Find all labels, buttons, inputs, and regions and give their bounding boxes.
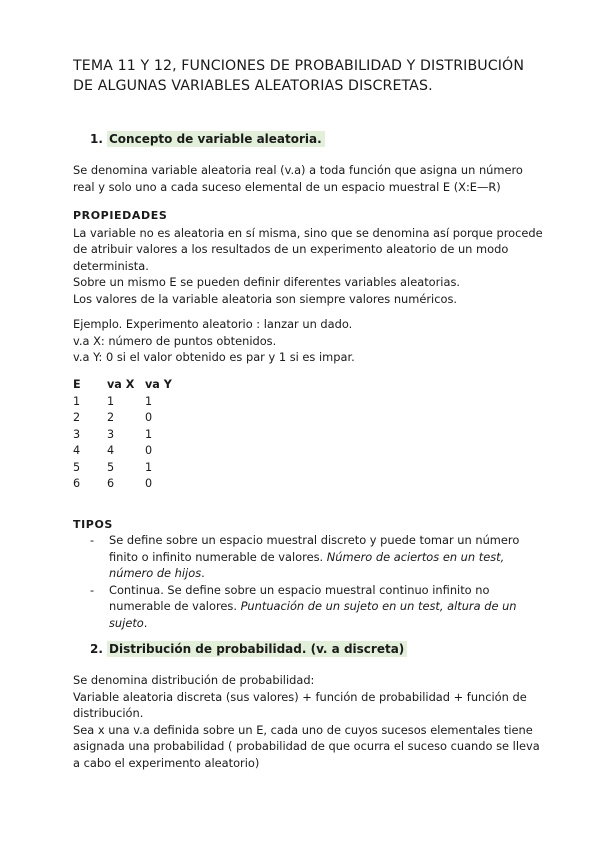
section-2-title: Distribución de probabilidad. (v. a discreta) <box>107 641 407 657</box>
table-cell: 6 <box>73 477 81 490</box>
table-cell: 0 <box>145 477 153 490</box>
list-item-text: Se define sobre un espacio muestral discreto y puede tomar un número finito o infinito numerable de valores. <box>109 533 520 564</box>
distribucion-line: Se denomina distribución de probabilidad: <box>73 673 315 687</box>
ejemplo-line: Ejemplo. Experimento aleatorio : lanzar un dado. <box>73 317 353 331</box>
section-1-title: Concepto de variable aleatoria. <box>107 131 325 147</box>
ejemplo-line: v.a X: número de puntos obtenidos. <box>73 333 277 348</box>
table-cell: 1 <box>145 460 153 474</box>
section-1-heading <box>90 132 325 146</box>
table-header-row <box>73 377 172 394</box>
list-item <box>73 582 543 632</box>
propiedad-line: Los valores de la variable aleatoria son siempre valores numéricos. <box>73 291 457 306</box>
table-cell: 1 <box>107 394 115 408</box>
table-header-cell: va X <box>107 378 135 391</box>
table-cell: 2 <box>73 411 81 424</box>
table-cell: 1 <box>145 427 153 441</box>
tipos-list <box>73 532 543 631</box>
propiedad-line: La variable no es aleatoria en sí misma, sino que se denomina así porque procede de atribuir valores a los resultados de un experimento aleatorio de un modo determinista. <box>73 225 543 273</box>
table-cell: 4 <box>73 444 81 457</box>
list-dash: - <box>90 533 95 547</box>
table-row <box>73 460 172 477</box>
list-item-example: Puntuación de un sujeto en un test, altura de un sujeto <box>109 599 517 630</box>
list-item-text-wrap <box>109 532 543 582</box>
list-item-text: Continua. Se define sobre un espacio muestral continuo infinito no numerable de valores. <box>109 582 490 613</box>
section-2-heading <box>90 642 407 656</box>
propiedades-block <box>73 208 543 307</box>
table-row <box>73 427 172 444</box>
section-2-number: 2. <box>90 642 103 656</box>
list-item-example: Número de aciertos en un test, número de hijos <box>109 549 505 580</box>
ejemplo-line: v.a Y: 0 si el valor obtenido es par y 1 si es impar. <box>73 350 355 364</box>
list-item <box>73 532 543 582</box>
list-item-end: . <box>143 615 148 630</box>
table-row <box>73 394 172 411</box>
distribucion-line: Sea x una v.a definida sobre un E, cada uno de cuyos sucesos elementales tiene asignada una probabilidad ( probabilidad de que ocurra el suceso cuando se lleva a cabo el experimento aleatorio) <box>73 722 540 770</box>
tipos-heading: TIPOS <box>73 518 113 531</box>
table-cell: 4 <box>107 444 115 457</box>
table-cell: 3 <box>107 427 115 441</box>
values-table <box>73 377 172 493</box>
table-cell: 2 <box>107 411 115 424</box>
definition-paragraph: Se denomina variable aleatoria real (v.a) a toda función que asigna un número real y solo uno a cada suceso elemental de un espacio muestral E (X:E—R) <box>73 163 523 194</box>
distribucion-block <box>73 672 543 771</box>
propiedades-heading: PROPIEDADES <box>73 209 168 222</box>
table-row <box>73 443 172 460</box>
propiedad-line: Sobre un mismo E se pueden definir diferentes variables aleatorias. <box>73 275 461 289</box>
table-cell: 0 <box>145 411 153 424</box>
table-cell: 1 <box>145 394 153 408</box>
list-dash: - <box>90 582 95 597</box>
table-header-cell: va Y <box>145 378 172 391</box>
page-title: TEMA 11 Y 12, FUNCIONES DE PROBABILIDAD Y DISTRIBUCIÓN DE ALGUNAS VARIABLES ALEATORIAS DISCRETAS. <box>73 58 525 94</box>
table-cell: 1 <box>73 394 81 408</box>
list-item-end: . <box>201 566 205 580</box>
table-row <box>73 476 172 493</box>
section-1-number: 1. <box>90 132 103 146</box>
list-item-text-wrap <box>109 582 543 632</box>
table-header-cell: E <box>73 378 81 391</box>
ejemplo-block <box>73 316 543 366</box>
table-row <box>73 410 172 427</box>
table-cell: 0 <box>145 444 153 457</box>
table-cell: 6 <box>107 477 115 490</box>
table-cell: 5 <box>107 460 115 474</box>
distribucion-line: Variable aleatoria discreta (sus valores) + función de probabilidad + función de distribución. <box>73 689 527 720</box>
table-cell: 3 <box>73 427 81 441</box>
table-cell: 5 <box>73 460 81 474</box>
